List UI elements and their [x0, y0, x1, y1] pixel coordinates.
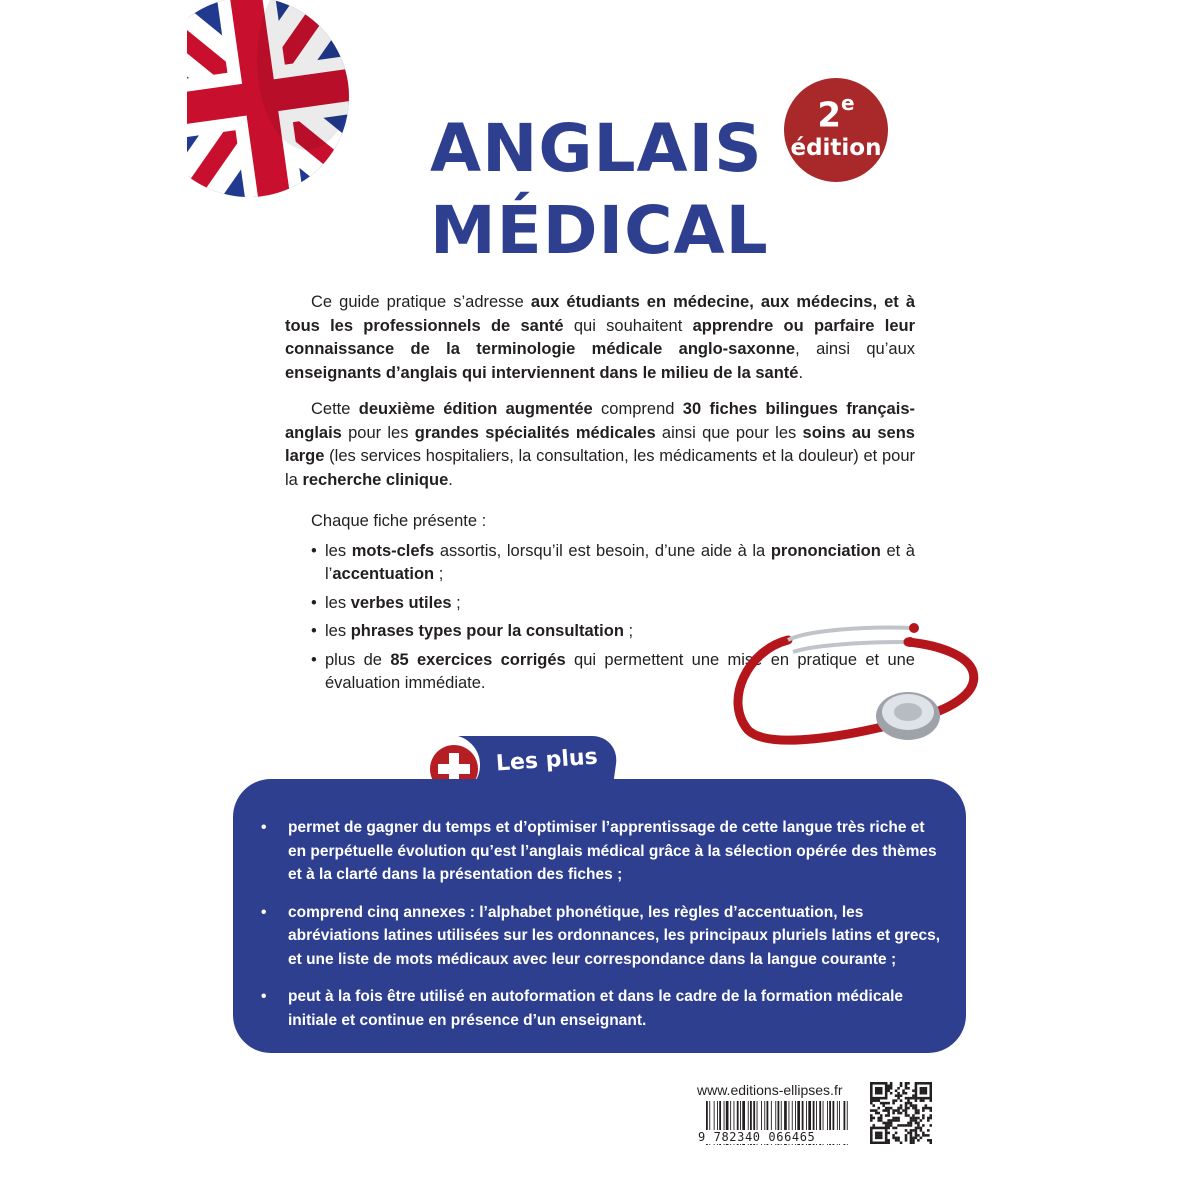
les-plus-box: [233, 779, 966, 1053]
title-line-1: ANGLAIS: [430, 110, 763, 187]
les-plus-label: Les plus: [495, 744, 599, 777]
edition-badge: [784, 78, 888, 182]
les-plus-list: [259, 816, 943, 1046]
edition-number-digit: 2: [817, 95, 842, 136]
feature-item: • les mots-clefs assortis, lorsqu’il est besoin, d’une aide à la prononciation et à l’accentuation ;: [285, 540, 915, 587]
edition-number: [784, 90, 888, 136]
title-line-2: MÉDICAL: [430, 192, 769, 269]
feature-item: • les verbes utiles ;: [285, 592, 915, 616]
plus-item: • permet de gagner du temps et d’optimiser l’apprentissage de cette langue très riche et en perpétuelle évolution qu’est l’anglais médical grâce à la sélection opérée des thèmes et à la clarté dans la présentation des fiches ;: [259, 816, 943, 887]
book-title: [430, 108, 769, 272]
paragraph-content: Cette deuxième édition augmentée comprend 30 fiches bilingues français-anglais pour les grandes spécialités médicales ainsi que pour les soins au sens large (les services hospitaliers, la consultation, les médicaments et la douleur) et pour la recherche clinique.: [285, 400, 915, 489]
edition-word: édition: [790, 135, 882, 162]
isbn-number: 9 782340 066465: [698, 1130, 854, 1144]
paragraph-audience: Ce guide pratique s’adresse aux étudiants en médecine, aux médecins, et à tous les professionnels de santé qui souhaitent apprendre ou parfaire leur connaissance de la terminologie médicale anglo-saxonne, ainsi qu’aux enseignants d’anglais qui interviennent dans le milieu de la santé.: [285, 293, 916, 382]
feature-item: • plus de 85 exercices corrigés qui permettent une mise en pratique et une évaluation immédiate.: [285, 649, 915, 696]
stethoscope-icon: [728, 620, 1018, 760]
plus-item: • peut à la fois être utilisé en autoformation et dans le cadre de la formation médicale initiale et continue en présence d’un enseignant.: [259, 985, 943, 1032]
uk-flag-icon: [187, 0, 349, 200]
features-intro: Chaque fiche présente :: [311, 512, 487, 530]
feature-item: • les phrases types pour la consultation ;: [285, 620, 915, 644]
edition-number-suffix: e: [841, 91, 855, 115]
publisher-website: www.editions-ellipses.fr: [697, 1082, 843, 1098]
plus-item: • comprend cinq annexes : l’alphabet phonétique, les règles d’accentuation, les abréviations latines utilisées sur les ordonnances, les principaux pluriels latins et grecs, et une liste de mots médicaux avec leur correspondance dans la langue courante ;: [259, 901, 943, 972]
qr-code-icon: [870, 1082, 932, 1144]
